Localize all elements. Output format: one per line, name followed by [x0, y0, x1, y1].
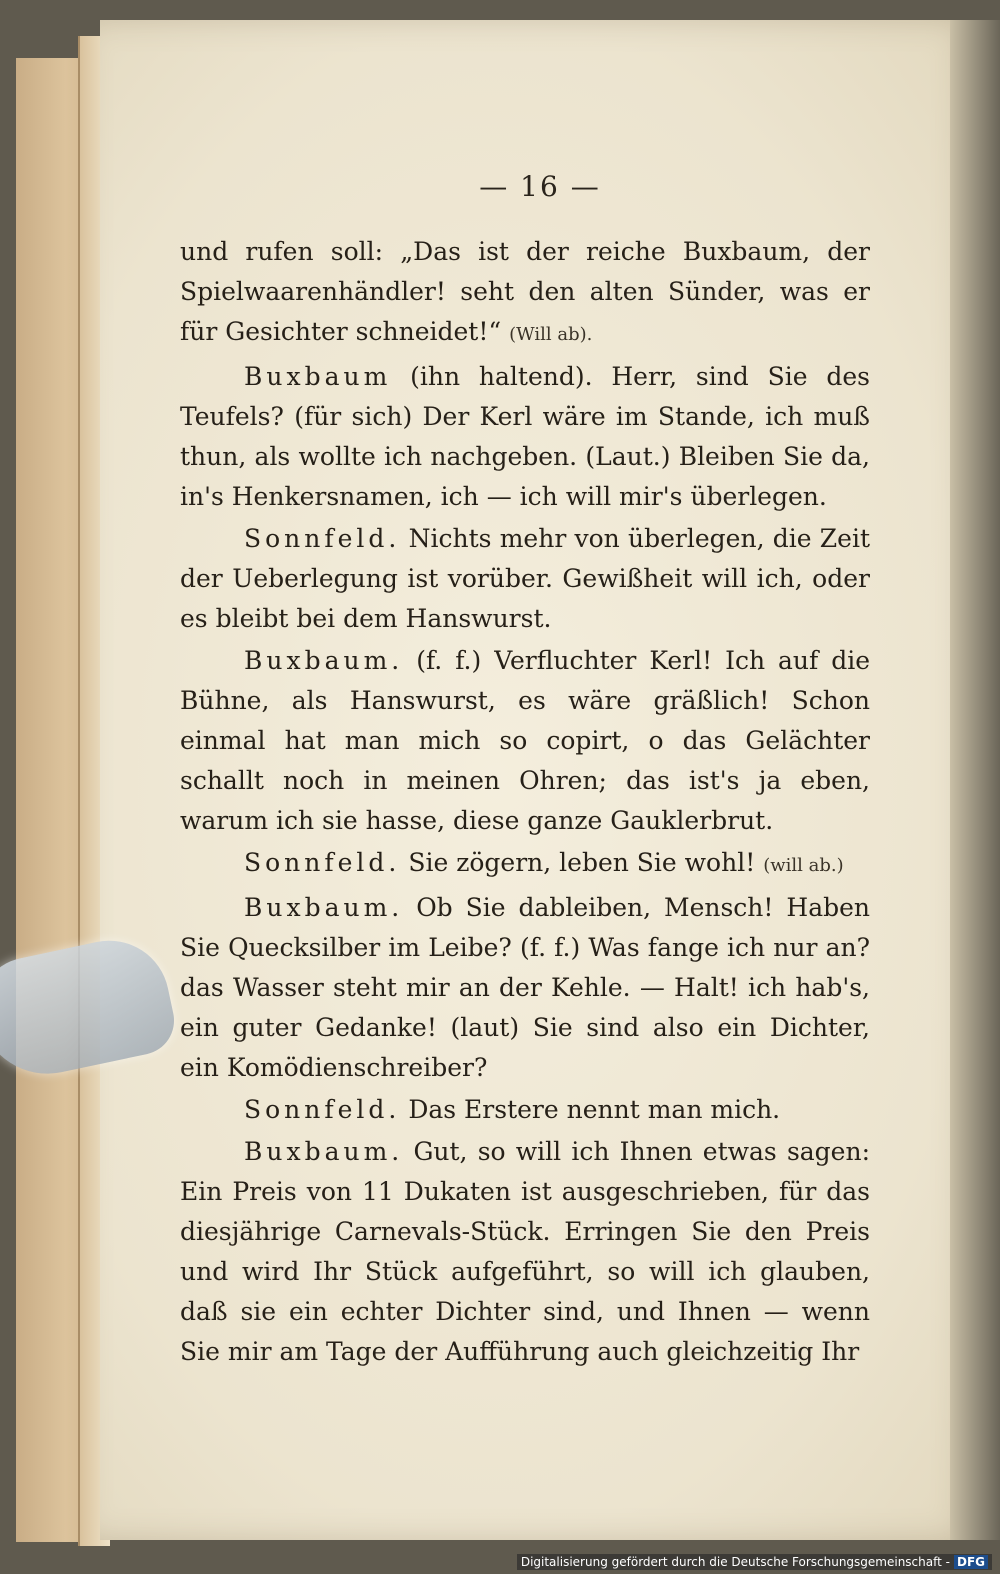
- speaker-name: Sonnfeld.: [244, 848, 401, 877]
- speaker-name: Buxbaum.: [244, 1137, 404, 1166]
- stage-direction: (Will ab).: [509, 324, 593, 345]
- paragraph-1: [180, 232, 870, 355]
- book-page: [100, 20, 980, 1540]
- paragraph-text: (f. f.) Verfluchter Kerl! Ich auf die Bühne, als Hanswurst, es wäre gräßlich! Schon einmal hat man mich so copirt, o das Gelächter schallt noch in meinen Ohren; das ist's ja eben, warum ich sie hasse, diese ganze Gauklerbrut.: [180, 646, 870, 835]
- page-text: [180, 232, 870, 1374]
- stage-direction: (will ab.): [763, 855, 844, 876]
- speaker-name: Buxbaum.: [244, 646, 404, 675]
- digitization-credit: [517, 1554, 992, 1570]
- speaker-name: Sonnfeld.: [244, 1095, 401, 1124]
- paragraph-text: Gut, so will ich Ihnen etwas sagen: Ein Preis von 11 Dukaten ist ausgeschrieben, für das diesjährige Carnevals-Stück. Erringen Sie den Preis und wird Ihr Stück aufgeführt, so will ich glauben, daß sie ein echter Dichter sind, und Ihnen — wenn Sie mir am Tage der Aufführung auch gleichzeitig Ihr: [180, 1137, 870, 1366]
- paragraph-text: Nichts mehr von überlegen, die Zeit der Ueberlegung ist vorüber. Gewißheit will ich, oder es bleibt bei dem Hanswurst.: [180, 524, 870, 633]
- paragraph-text: Sie zögern, leben Sie wohl!: [408, 848, 756, 877]
- paragraph-8: [180, 1132, 870, 1372]
- paragraph-text: (ihn haltend). Herr, sind Sie des Teufels? (für sich) Der Kerl wäre im Stande, ich muß thun, als wollte ich nachgeben. (Laut.) Bleiben Sie da, in's Henkersnamen, ich — ich will mir's überlegen.: [180, 362, 870, 511]
- speaker-name: Sonnfeld.: [244, 524, 401, 553]
- page-number: — 16 —: [479, 170, 601, 203]
- paragraph-text: Das Erstere nennt man mich.: [408, 1095, 781, 1124]
- credit-text: Digitalisierung gefördert durch die Deutsche Forschungsgemeinschaft -: [520, 1555, 950, 1569]
- paragraph-2: [180, 357, 870, 517]
- paragraph-5: [180, 843, 870, 886]
- paragraph-4: [180, 641, 870, 841]
- speaker-name: Buxbaum.: [244, 893, 404, 922]
- paragraph-3: [180, 519, 870, 639]
- dfg-logo: DFG: [954, 1555, 988, 1569]
- speaker-name: Buxbaum: [244, 362, 392, 391]
- paragraph-text: Ob Sie dableiben, Mensch! Haben Sie Quecksilber im Leibe? (f. f.) Was fange ich nur an? das Wasser steht mir an der Kehle. — Halt! ich hab's, ein guter Gedanke! (laut) Sie sind also ein Dichter, ein Komödienschreiber?: [180, 893, 871, 1082]
- paragraph-6: [180, 888, 870, 1088]
- paragraph-text: und rufen soll: „Das ist der reiche Buxbaum, der Spielwaarenhändler! seht den alten Sünder, was er für Gesichter schneidet!“: [180, 237, 870, 346]
- page-gutter-shadow: [950, 20, 1000, 1540]
- paragraph-7: [180, 1090, 870, 1130]
